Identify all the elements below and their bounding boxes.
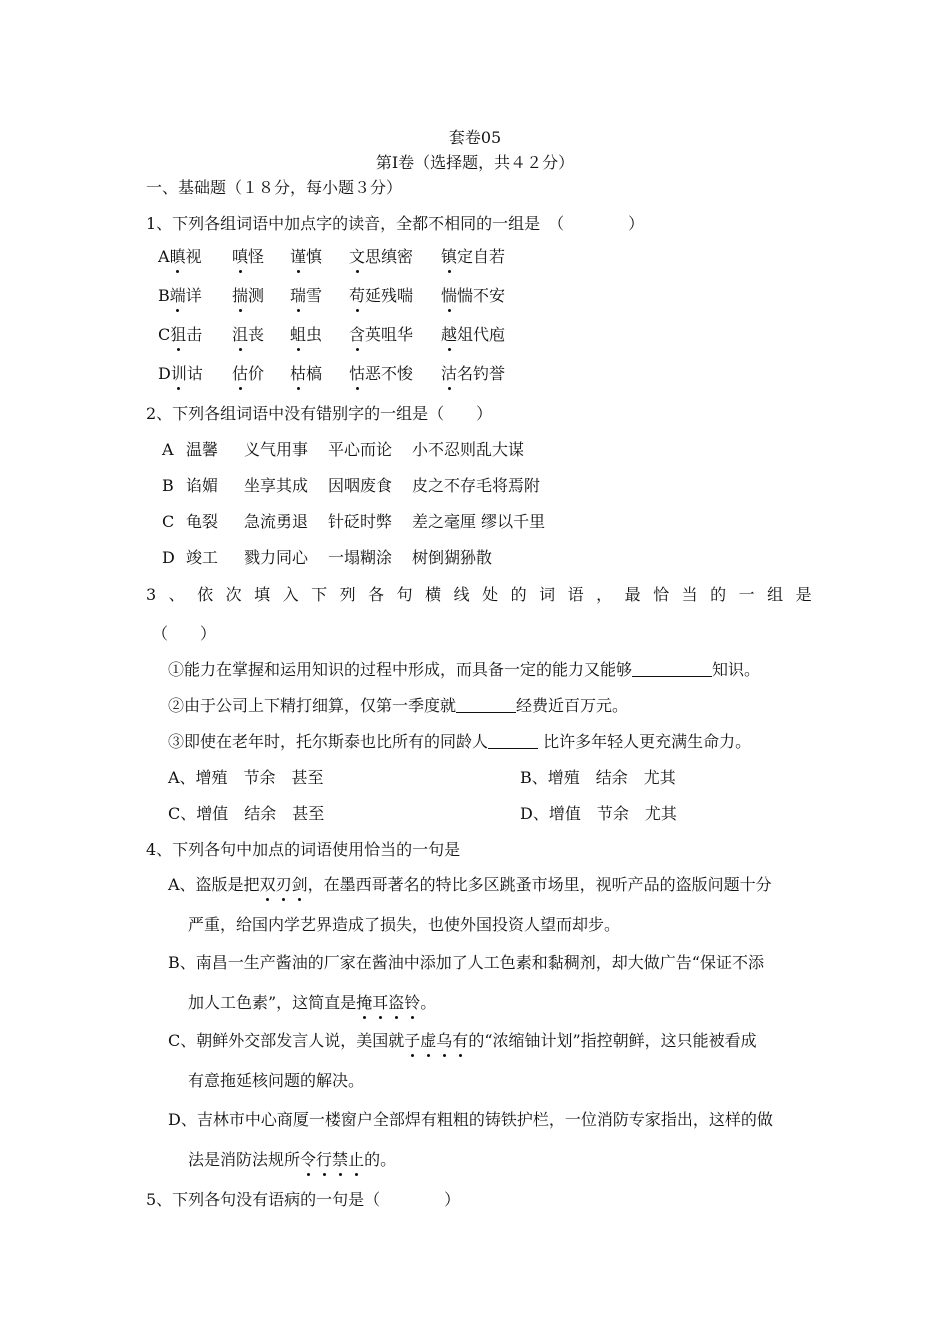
option-word: A瞋视 xyxy=(158,247,202,266)
question-4-option-c-line-1 xyxy=(168,1031,757,1051)
sentence-3-before: ③即使在老年时，托尔斯泰也比所有的同龄人 xyxy=(168,732,489,751)
option-word: 竣工 xyxy=(186,548,219,567)
option-label: C xyxy=(162,512,175,531)
option-word: 皮之不存毛将焉附 xyxy=(412,476,541,495)
option-word: C狙击 xyxy=(158,325,203,344)
option-word: 沮丧 xyxy=(232,325,265,344)
option-word: 坐享其成 xyxy=(244,476,309,495)
option-word: 龟裂 xyxy=(186,512,219,531)
option-word: 蛆虫 xyxy=(290,325,323,344)
paper-subtitle: 第Ⅰ卷（选择题，共４２分） xyxy=(375,153,575,172)
option-word: 小不忍则乱大谋 xyxy=(412,440,525,459)
question-4-option-d-line-2 xyxy=(188,1150,396,1170)
option-word: 越俎代庖 xyxy=(441,325,506,344)
paper-title: 套卷05 xyxy=(448,128,502,147)
question-3-option-c: C、增值 结余 甚至 xyxy=(168,804,325,823)
question-4-option-b-line-1: B、南昌一生产酱油的厂家在酱油中添加了人工色素和黏稠剂，却大做广告“保证不添 xyxy=(168,953,764,972)
option-label: A xyxy=(162,440,174,459)
question-3-option-a: A、增殖 节余 甚至 xyxy=(168,768,324,787)
option-word: 义气用事 xyxy=(244,440,309,459)
question-3-option-b: B、增殖 结余 尤其 xyxy=(520,768,676,787)
question-1-stem: 1、下列各组词语中加点字的读音，全都不相同的一组是 （ ） xyxy=(146,214,645,233)
option-label: C xyxy=(158,325,171,344)
question-5-stem: 5、下列各句没有语病的一句是（ ） xyxy=(146,1190,461,1209)
option-d-dotted-phrase: 令行禁止 xyxy=(300,1150,365,1169)
question-4-option-a-line-1 xyxy=(168,875,772,895)
option-word: 惴惴不安 xyxy=(441,286,506,305)
option-c-dotted-phrase: 子虚乌有 xyxy=(404,1031,469,1050)
option-word: 谄媚 xyxy=(186,476,219,495)
section-heading: 一、基础题（１８分，每小题３分） xyxy=(146,178,403,197)
option-word: 戮力同心 xyxy=(244,548,309,567)
question-3-paren: （ ） xyxy=(152,624,217,643)
option-word: 因咽废食 xyxy=(328,476,393,495)
sentence-2-after: 经费近百万元。 xyxy=(516,696,629,715)
fill-blank-2[interactable] xyxy=(456,696,516,713)
option-label: D xyxy=(158,364,171,383)
option-a-text-rest: ，在墨西哥著名的特比多区跳蚤市场里，视听产品的盗版问题十分 xyxy=(307,875,772,894)
option-word: 苟延残喘 xyxy=(349,286,414,305)
question-3-sentence-2 xyxy=(168,696,628,716)
question-4-option-b-line-2 xyxy=(188,993,436,1013)
option-word: 嗔怪 xyxy=(232,247,265,266)
option-label: D xyxy=(162,548,175,567)
option-label: B xyxy=(162,476,174,495)
question-4-stem: 4、下列各句中加点的词语使用恰当的一句是 xyxy=(146,840,461,859)
option-c-text: C、朝鲜外交部发言人说，美国就 xyxy=(168,1031,405,1050)
option-b-dotted-phrase: 掩耳盗铃 xyxy=(356,993,421,1012)
fill-blank-3[interactable] xyxy=(488,732,538,749)
option-word: 谨慎 xyxy=(290,247,323,266)
fill-blank-1[interactable] xyxy=(632,660,712,677)
option-a-dotted-phrase: 双刃剑 xyxy=(259,875,308,894)
option-label: A xyxy=(158,247,170,266)
option-word: 沽名钓誉 xyxy=(441,364,506,383)
option-word: 急流勇退 xyxy=(244,512,309,531)
option-b-text-rest: 。 xyxy=(420,993,437,1012)
option-word: 差之毫厘 缪以千里 xyxy=(412,512,546,531)
option-word: 文思缜密 xyxy=(349,247,414,266)
option-word: 估价 xyxy=(232,364,265,383)
question-3-sentence-1 xyxy=(168,660,760,680)
option-word: 树倒猢狲散 xyxy=(412,548,493,567)
option-word: 针砭时弊 xyxy=(328,512,393,531)
sentence-2-before: ②由于公司上下精打细算，仅第一季度就 xyxy=(168,696,457,715)
option-word: B端详 xyxy=(158,286,202,305)
question-4-option-c-line-2: 有意拖延核问题的解决。 xyxy=(188,1071,365,1090)
option-d-text: 法是消防法规所 xyxy=(188,1150,301,1169)
option-label: B xyxy=(158,286,170,305)
question-2-stem: 2、下列各组词语中没有错别字的一组是（ ） xyxy=(146,404,493,423)
option-b-text: 加人工色素”，这简直是 xyxy=(188,993,357,1012)
option-word: 枯槁 xyxy=(290,364,323,383)
question-3-sentence-3 xyxy=(168,732,751,752)
option-word: 瑞雪 xyxy=(290,286,323,305)
question-4-option-d-line-1: D、吉林市中心商厦一楼窗户全部焊有粗粗的铸铁护栏，一位消防专家指出，这样的做 xyxy=(168,1110,773,1129)
option-word: 平心而论 xyxy=(328,440,393,459)
option-a-text: A、盗版是把 xyxy=(168,875,260,894)
question-3-option-d: D、增值 节余 尤其 xyxy=(520,804,677,823)
option-word: 含英咀华 xyxy=(349,325,414,344)
option-word: 一塌糊涂 xyxy=(328,548,393,567)
question-4-option-a-line-2: 严重，给国内学艺界造成了损失，也使外国投资人望而却步。 xyxy=(188,915,621,934)
option-word: D训诂 xyxy=(158,364,203,383)
option-word: 怙恶不悛 xyxy=(349,364,414,383)
sentence-3-after: 比许多年轻人更充满生命力。 xyxy=(538,732,752,751)
question-3-stem: 3、依次填入下列各句横线处的词语，最恰当的一组是 xyxy=(146,585,825,604)
sentence-1-before: ①能力在掌握和运用知识的过程中形成，而具备一定的能力又能够 xyxy=(168,660,633,679)
option-word: 温馨 xyxy=(186,440,219,459)
option-word: 揣测 xyxy=(232,286,265,305)
option-d-text-rest: 的。 xyxy=(364,1150,397,1169)
sentence-1-after: 知识。 xyxy=(712,660,761,679)
option-c-text-rest: 的“浓缩铀计划”指控朝鲜，这只能被看成 xyxy=(468,1031,757,1050)
option-word: 镇定自若 xyxy=(441,247,506,266)
